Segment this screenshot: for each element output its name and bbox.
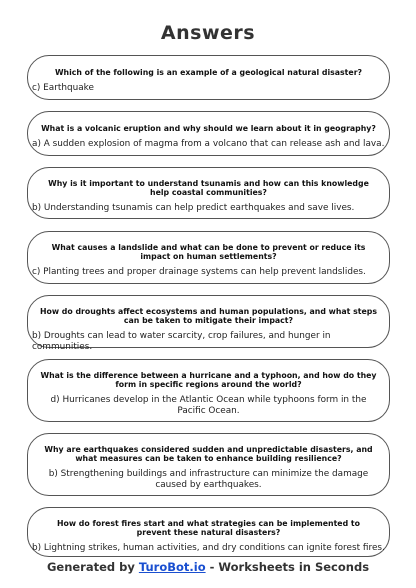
answer-text-6: d) Hurricanes develop in the Atlantic Ocean while typhoons form in the Pacific Ocean. [50, 395, 367, 416]
answer-text-7: b) Strengthening buildings and infrastructure can minimize the damage caused by earthquakes. [48, 469, 369, 490]
answer-text-5: b) Droughts can lead to water scarcity, crop failures, and hunger in communities. [32, 331, 331, 352]
question-text-1: Which of the following is an example of a geological natural disaster? [54, 68, 363, 77]
answer-card-7 [27, 433, 390, 496]
answer-card-1 [27, 55, 390, 100]
footer-suffix: - Worksheets in Seconds [205, 560, 370, 574]
question-text-2: What is a volcanic eruption and why should we learn about it in geography? [41, 124, 376, 133]
page-title: Answers [160, 22, 256, 44]
answer-card-8 [27, 507, 390, 557]
answer-card-5 [27, 295, 390, 352]
answer-text-4: c) Planting trees and proper drainage systems can help prevent landslides. [32, 267, 366, 277]
footer-brand-link[interactable]: TuroBot.io [138, 560, 206, 574]
footer-prefix: Generated by [46, 560, 139, 574]
question-text-8: How do forest fires start and what strategies can be implemented to prevent these natural disasters? [57, 519, 360, 537]
answer-card-2 [27, 111, 390, 156]
answer-card-4 [27, 231, 390, 284]
answer-text-2: a) A sudden explosion of magma from a volcano that can release ash and lava. [32, 139, 385, 149]
footer [0, 560, 416, 574]
question-text-6: What is the difference between a hurricane and a typhoon, and how do they form in specific regions around the world? [40, 371, 377, 389]
question-text-3: Why is it important to understand tsunamis and how can this knowledge help coastal communities? [48, 179, 369, 197]
answer-card-3 [27, 167, 390, 219]
answer-text-1: c) Earthquake [32, 83, 94, 93]
question-text-4: What causes a landslide and what can be done to prevent or reduce its impact on human settlements? [51, 243, 366, 261]
question-text-5: How do droughts affect ecosystems and human populations, and what steps can be taken to mitigate their impact? [40, 307, 377, 325]
answer-text-8: b) Lightning strikes, human activities, and dry conditions can ignite forest fires. [32, 543, 385, 553]
question-text-7: Why are earthquakes considered sudden and unpredictable disasters, and what measures can be taken to enhance building resilience? [44, 445, 373, 463]
answer-card-6 [27, 359, 390, 422]
answer-text-3: b) Understanding tsunamis can help predict earthquakes and save lives. [32, 203, 355, 213]
